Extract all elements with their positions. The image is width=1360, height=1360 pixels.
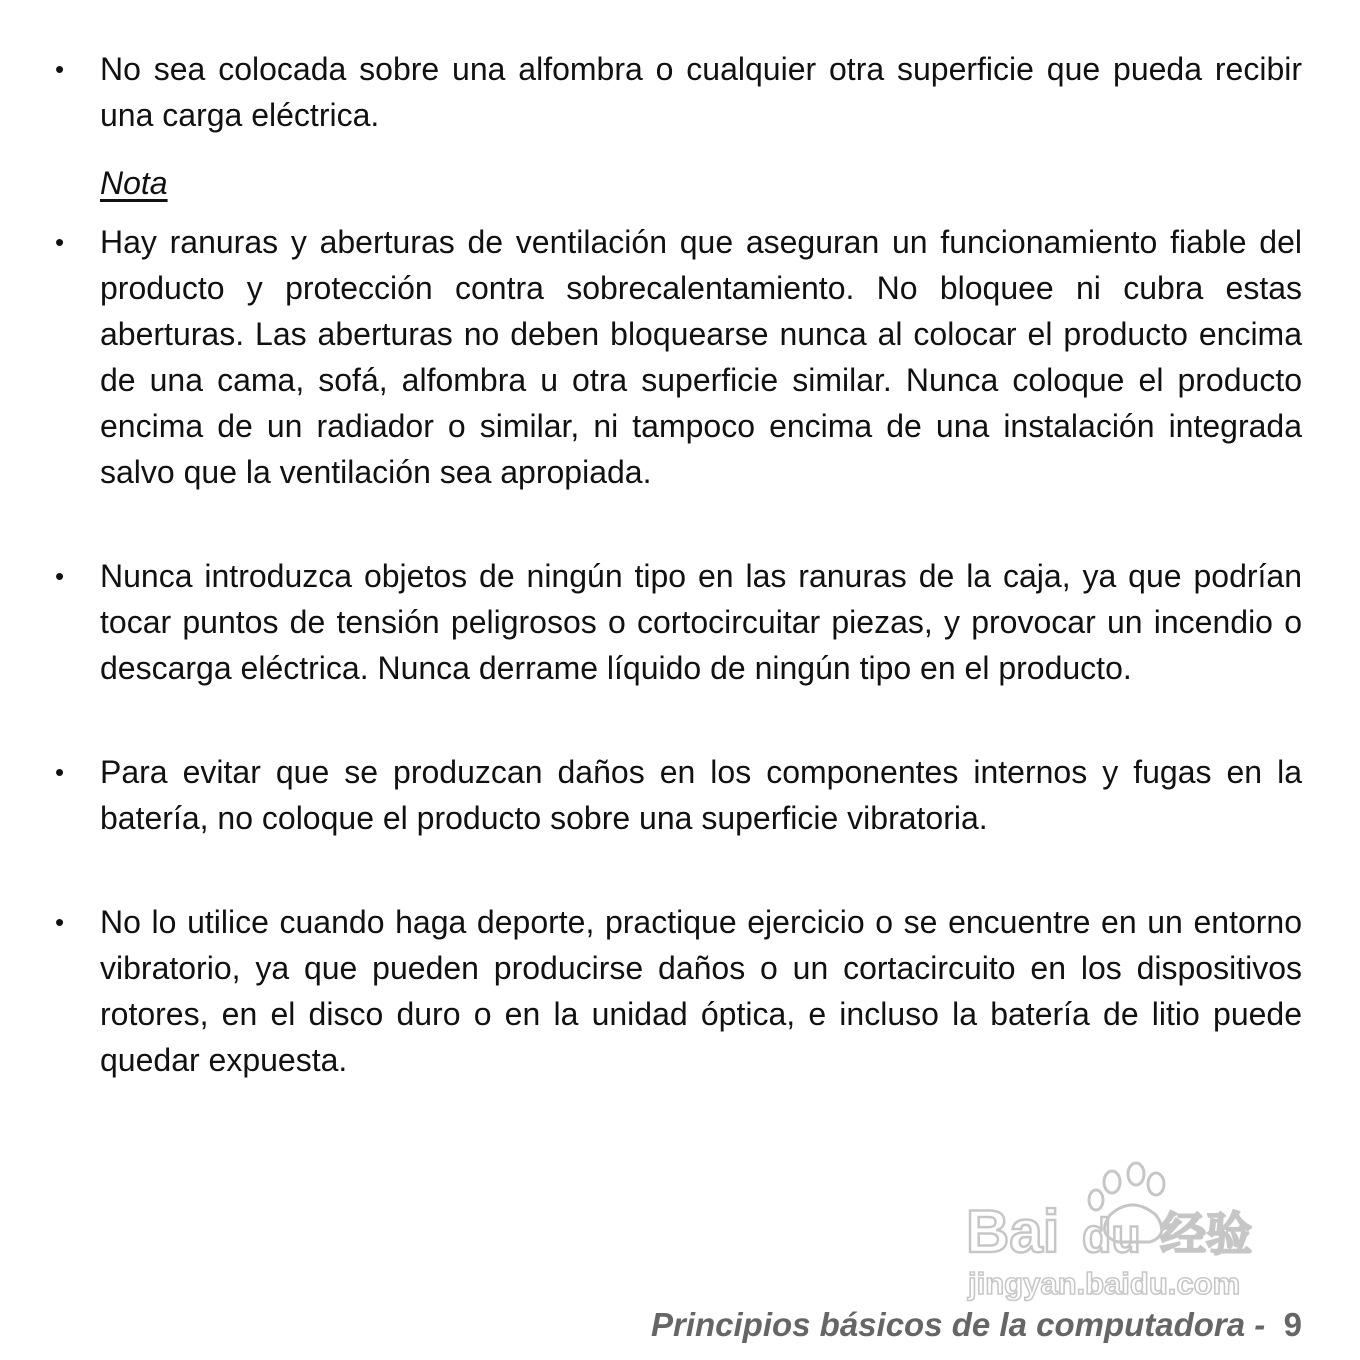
svg-text:Bai: Bai	[966, 1198, 1060, 1265]
svg-text:jingyan.baidu.com: jingyan.baidu.com	[968, 1266, 1241, 1301]
list-item	[0, 219, 1302, 495]
note-heading: Nota	[100, 165, 168, 201]
bullet-marker: •	[55, 907, 65, 937]
page-footer	[651, 1302, 1302, 1348]
list-item-text: No sea colocada sobre una alfombra o cualquier otra superficie que pueda recibir una carga eléctrica.	[100, 51, 1302, 133]
bullet-marker: •	[55, 757, 65, 787]
list-item-text: Para evitar que se produzcan daños en los componentes internos y fugas en la batería, no coloque el producto sobre una superficie vibratoria.	[100, 754, 1302, 836]
bullet-marker: •	[55, 227, 65, 257]
page-number: 9	[1283, 1306, 1302, 1343]
list-item	[0, 749, 1302, 841]
list-item	[0, 899, 1302, 1083]
list-item-text: Nunca introduzca objetos de ningún tipo en las ranuras de la caja, ya que podrían tocar puntos de tensión peligrosos o cortocircuitar piezas, y provocar un incendio o descarga eléctrica. Nunca derrame líquido de ningún tipo en el producto.	[100, 558, 1302, 686]
list-item	[0, 553, 1302, 691]
list-item	[0, 46, 1302, 138]
bullet-marker: •	[55, 561, 65, 591]
svg-text:经验: 经验	[1160, 1207, 1252, 1261]
list-item-text: Hay ranuras y aberturas de ventilación que aseguran un funcionamiento fiable del producto y protección contra sobrecalentamiento. No bloquee ni cubra estas aberturas. Las aberturas no deben bloquearse nunca al colocar el producto encima de una cama, sofá, alfombra u otra superficie similar. Nunca coloque el producto encima de un radiador o similar, ni tampoco encima de una instalación integrada salvo que la ventilación sea apropiada.	[100, 224, 1302, 490]
footer-section-title: Principios básicos de la computadora -	[650, 1306, 1266, 1343]
baidu-watermark-logo	[960, 1160, 1280, 1310]
list-item-text: No lo utilice cuando haga deporte, practique ejercicio o se encuentre en un entorno vibratorio, ya que pueden producirse daños o un cortacircuito en los dispositivos rotores, en el disco duro o en la unidad óptica, e incluso la batería de litio puede quedar expuesta.	[100, 904, 1302, 1078]
bullet-marker: •	[55, 54, 65, 84]
svg-text:du: du	[1082, 1210, 1141, 1263]
